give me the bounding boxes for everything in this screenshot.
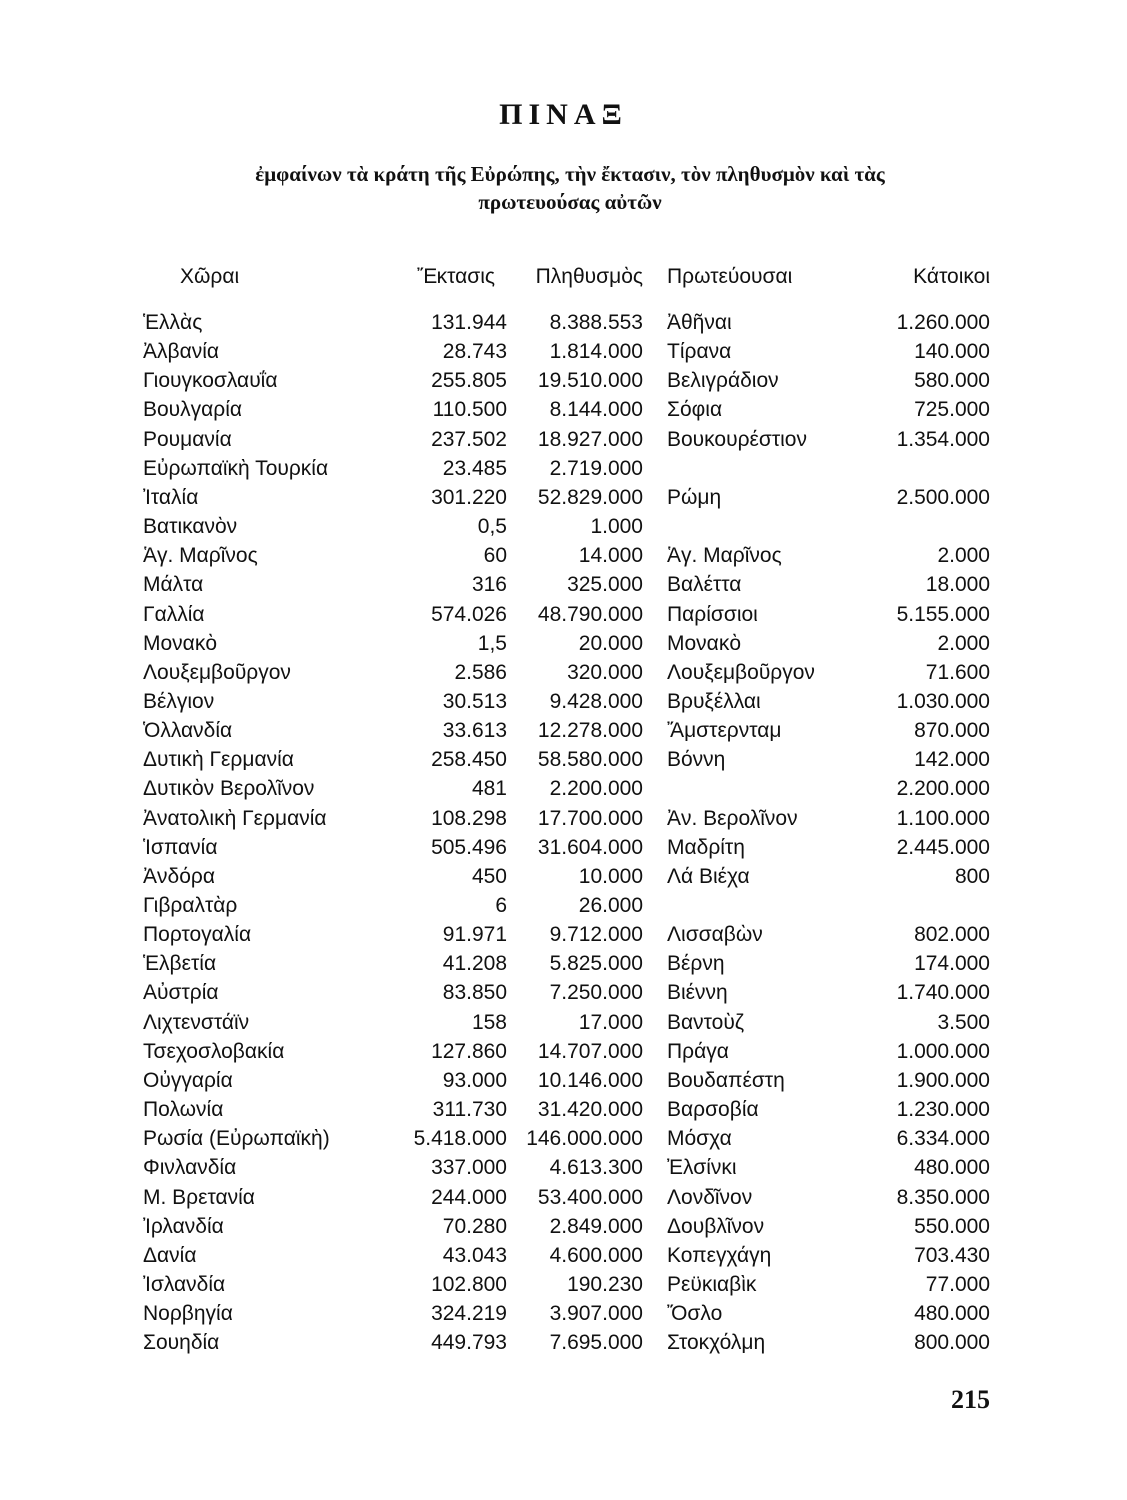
table-row <box>0 1271 1127 1299</box>
cell-inhabitants: 2.000 <box>937 544 990 568</box>
cell-capital: Ἀθῆναι <box>667 311 732 334</box>
header-area: Ἔκτασις <box>417 265 495 288</box>
cell-country: Ἀνατολικὴ Γερμανία <box>143 806 327 830</box>
cell-inhabitants: 1.100.000 <box>896 806 990 830</box>
cell-country: Δανία <box>143 1243 197 1267</box>
cell-country: Γιβραλτὰρ <box>143 894 238 917</box>
cell-population: 19.510.000 <box>537 369 643 393</box>
cell-inhabitants: 800 <box>954 864 990 888</box>
table-row <box>0 601 1127 629</box>
table-row <box>0 338 1127 366</box>
cell-country: Λιχτενστάϊν <box>143 1010 250 1034</box>
table-row <box>0 921 1127 949</box>
table-row <box>0 1329 1127 1357</box>
cell-population: 190.230 <box>567 1272 643 1296</box>
cell-area: 30.513 <box>442 689 507 713</box>
cell-inhabitants: 703.430 <box>914 1243 990 1267</box>
cell-area: 93.000 <box>442 1068 507 1092</box>
cell-area: 23.485 <box>442 456 507 480</box>
cell-population: 8.144.000 <box>549 398 643 422</box>
cell-capital: Λονδῖνον <box>667 1185 753 1209</box>
cell-population: 1.814.000 <box>549 340 643 364</box>
cell-area: 324.219 <box>431 1302 507 1326</box>
cell-population: 5.825.000 <box>549 952 643 976</box>
table-row <box>0 426 1127 454</box>
cell-area: 505.496 <box>431 835 507 859</box>
cell-capital: Ἄμστερνταμ <box>667 719 782 743</box>
cell-country: Γιουγκοσλαυΐα <box>143 369 278 393</box>
cell-population: 31.604.000 <box>537 835 643 859</box>
cell-population: 4.613.300 <box>549 1156 643 1180</box>
table-subtitle <box>150 160 990 216</box>
cell-country: Τσεχοσλοβακία <box>143 1039 285 1063</box>
cell-area: 83.850 <box>442 981 507 1005</box>
cell-country: Ἑλλὰς <box>143 311 203 334</box>
cell-area: 108.298 <box>431 806 507 830</box>
cell-population: 9.712.000 <box>549 923 643 947</box>
cell-area: 449.793 <box>431 1331 507 1355</box>
cell-capital: Παρίσσιοι <box>667 602 758 626</box>
cell-population: 52.829.000 <box>537 485 643 509</box>
cell-capital: Βιέννη <box>667 981 728 1005</box>
cell-area: 316 <box>471 573 507 597</box>
table-row <box>0 775 1127 803</box>
header-population: Πληθυσμὸς <box>535 265 643 288</box>
cell-country: Δυτικὸν Βερολῖνον <box>143 777 315 801</box>
table-row <box>0 571 1127 599</box>
cell-capital: Λά Βιέχα <box>667 864 750 888</box>
cell-population: 58.580.000 <box>537 748 643 772</box>
cell-capital: Ρεϋκιαβὶκ <box>667 1272 757 1296</box>
table-row <box>0 717 1127 745</box>
cell-country: Λουξεμβοῦργον <box>143 660 291 684</box>
cell-population: 7.250.000 <box>549 981 643 1005</box>
cell-area: 102.800 <box>431 1272 507 1296</box>
cell-country: Ἱσπανία <box>143 835 218 859</box>
cell-capital: Πράγα <box>667 1039 729 1063</box>
cell-country: Ἰταλία <box>143 485 199 509</box>
table-row <box>0 455 1127 483</box>
cell-country: Πολωνία <box>143 1098 224 1122</box>
subtitle-line-2: πρωτευούσας αὐτῶν <box>478 190 662 214</box>
cell-capital: Μονακὸ <box>667 631 741 655</box>
cell-population: 53.400.000 <box>537 1185 643 1209</box>
cell-inhabitants: 1.260.000 <box>896 311 990 334</box>
cell-population: 7.695.000 <box>549 1331 643 1355</box>
page-number: 215 <box>951 1385 990 1414</box>
cell-capital: Βελιγράδιον <box>667 369 779 393</box>
table-row <box>0 1038 1127 1066</box>
cell-country: Δυτικὴ Γερμανία <box>143 748 294 772</box>
cell-capital: Βαλέττα <box>667 573 742 597</box>
cell-inhabitants: 71.600 <box>925 660 990 684</box>
table-row <box>0 1184 1127 1212</box>
cell-population: 31.420.000 <box>537 1098 643 1122</box>
cell-country: Βέλγιον <box>143 689 215 713</box>
subtitle-line-1: ἐμφαίνων τὰ κράτη τῆς Εὐρώπης, τὴν ἔκτασιν, τὸν πληθυσμὸν καὶ τὰς <box>255 162 885 186</box>
cell-area: 237.502 <box>431 427 507 451</box>
header-countries: Χῶραι <box>180 265 240 288</box>
table-row <box>0 805 1127 833</box>
table-row <box>0 1125 1127 1153</box>
table-row <box>0 542 1127 570</box>
cell-capital: Στοκχόλμη <box>667 1331 766 1355</box>
cell-inhabitants: 1.000.000 <box>896 1039 990 1063</box>
cell-country: Ἑλβετία <box>143 952 217 976</box>
table-row <box>0 1213 1127 1241</box>
cell-inhabitants: 550.000 <box>914 1214 990 1238</box>
cell-area: 127.860 <box>431 1039 507 1063</box>
cell-capital: Βαντοὺζ <box>667 1010 745 1034</box>
cell-country: Βουλγαρία <box>143 398 243 422</box>
cell-population: 4.600.000 <box>549 1243 643 1267</box>
cell-capital: Δουβλῖνον <box>667 1214 765 1238</box>
cell-inhabitants: 6.334.000 <box>896 1127 990 1151</box>
cell-capital: Βουδαπέστη <box>667 1068 785 1092</box>
cell-country: Εὐρωπαϊκὴ Τουρκία <box>143 456 329 480</box>
cell-population: 18.927.000 <box>537 427 643 451</box>
cell-inhabitants: 580.000 <box>914 369 990 393</box>
cell-country: Οὐγγαρία <box>143 1068 233 1092</box>
table-row <box>0 834 1127 862</box>
cell-population: 48.790.000 <box>537 602 643 626</box>
cell-population: 12.278.000 <box>537 719 643 743</box>
cell-population: 26.000 <box>578 894 643 917</box>
cell-capital: Λουξεμβοῦργον <box>667 660 815 684</box>
cell-inhabitants: 725.000 <box>914 398 990 422</box>
table-row <box>0 630 1127 658</box>
cell-population: 1.000 <box>590 515 643 539</box>
cell-country: Ρουμανία <box>143 427 232 451</box>
cell-area: 255.805 <box>431 369 507 393</box>
table-row <box>0 367 1127 395</box>
cell-inhabitants: 2.200.000 <box>896 777 990 801</box>
cell-inhabitants: 2.500.000 <box>896 485 990 509</box>
cell-population: 17.000 <box>578 1010 643 1034</box>
cell-area: 91.971 <box>442 923 507 947</box>
cell-inhabitants: 142.000 <box>914 748 990 772</box>
table-row <box>0 979 1127 1007</box>
table-row <box>0 309 1127 337</box>
cell-population: 8.388.553 <box>549 311 643 334</box>
table-row <box>0 1009 1127 1037</box>
table-row <box>0 1067 1127 1095</box>
cell-area: 311.730 <box>432 1098 507 1122</box>
cell-area: 131.944 <box>431 311 507 334</box>
cell-country: Μ. Βρετανία <box>143 1185 255 1209</box>
cell-inhabitants: 140.000 <box>914 340 990 364</box>
cell-capital: Λισσαβὼν <box>667 923 763 947</box>
cell-population: 20.000 <box>578 631 643 655</box>
cell-capital: Τίρανα <box>667 340 732 364</box>
table-row <box>0 688 1127 716</box>
cell-population: 10.000 <box>578 864 643 888</box>
cell-population: 17.700.000 <box>537 806 643 830</box>
cell-inhabitants: 480.000 <box>914 1302 990 1326</box>
cell-area: 244.000 <box>431 1185 507 1209</box>
table-row <box>0 1242 1127 1270</box>
cell-capital: Μαδρίτη <box>667 835 745 859</box>
cell-capital: Ἀν. Βερολῖνον <box>667 806 798 830</box>
table-row <box>0 513 1127 541</box>
cell-inhabitants: 77.000 <box>925 1272 990 1296</box>
cell-inhabitants: 1.740.000 <box>896 981 990 1005</box>
cell-inhabitants: 3.500 <box>937 1010 990 1034</box>
cell-country: Γαλλία <box>143 602 205 626</box>
table-row <box>0 484 1127 512</box>
cell-country: Ρωσία (Εὐρωπαϊκὴ) <box>143 1127 330 1151</box>
cell-country: Ἀνδόρα <box>143 864 215 888</box>
table-row <box>0 863 1127 891</box>
cell-inhabitants: 1.230.000 <box>896 1098 990 1122</box>
cell-area: 574.026 <box>431 602 507 626</box>
cell-capital: Ρώμη <box>667 485 722 509</box>
cell-area: 337.000 <box>431 1156 507 1180</box>
cell-area: 41.208 <box>442 952 507 976</box>
cell-area: 60 <box>483 544 507 568</box>
cell-population: 14.000 <box>578 544 643 568</box>
table-row <box>0 659 1127 687</box>
cell-country: Ἰσλανδία <box>143 1272 226 1296</box>
cell-area: 481 <box>471 777 507 801</box>
cell-population: 2.719.000 <box>549 456 643 480</box>
cell-area: 43.043 <box>442 1243 507 1267</box>
cell-inhabitants: 174.000 <box>914 952 990 976</box>
cell-capital: Ἐλσίνκι <box>667 1156 737 1180</box>
table-row <box>0 396 1127 424</box>
cell-area: 2.586 <box>454 660 507 684</box>
cell-area: 158 <box>471 1010 507 1034</box>
cell-country: Σουηδία <box>143 1331 220 1355</box>
cell-inhabitants: 5.155.000 <box>896 602 990 626</box>
cell-capital: Ἁγ. Μαρῖνος <box>667 544 782 568</box>
page-title: ΠΙΝΑΞ <box>499 98 628 131</box>
cell-capital: Βόννη <box>667 748 726 772</box>
cell-inhabitants: 1.354.000 <box>896 427 990 451</box>
cell-country: Ἁγ. Μαρῖνος <box>143 544 258 568</box>
cell-inhabitants: 1.900.000 <box>896 1068 990 1092</box>
table-row <box>0 1300 1127 1328</box>
table-header <box>0 263 1127 291</box>
cell-inhabitants: 870.000 <box>914 719 990 743</box>
cell-inhabitants: 1.030.000 <box>896 689 990 713</box>
cell-country: Μονακὸ <box>143 631 217 655</box>
cell-population: 10.146.000 <box>537 1068 643 1092</box>
cell-capital: Βρυξέλλαι <box>667 689 761 713</box>
header-capitals: Πρωτεύουσαι <box>667 265 793 288</box>
cell-country: Αὐστρία <box>143 981 219 1005</box>
cell-area: 450 <box>471 864 507 888</box>
cell-area: 70.280 <box>442 1214 507 1238</box>
cell-capital: Βαρσοβία <box>667 1098 759 1122</box>
cell-area: 0,5 <box>477 515 507 539</box>
cell-population: 9.428.000 <box>549 689 643 713</box>
cell-area: 1,5 <box>477 631 507 655</box>
cell-inhabitants: 8.350.000 <box>896 1185 990 1209</box>
cell-population: 146.000.000 <box>526 1127 643 1151</box>
cell-capital: Βουκουρέστιον <box>667 427 807 451</box>
cell-country: Νορβηγία <box>143 1302 233 1326</box>
cell-inhabitants: 480.000 <box>914 1156 990 1180</box>
cell-capital: Ὄσλο <box>667 1302 723 1326</box>
cell-inhabitants: 800.000 <box>914 1331 990 1355</box>
cell-country: Μάλτα <box>143 573 204 597</box>
table-row <box>0 746 1127 774</box>
cell-country: Βατικανὸν <box>143 515 238 539</box>
cell-inhabitants: 2.000 <box>937 631 990 655</box>
cell-area: 258.450 <box>431 748 507 772</box>
cell-capital: Κοπεγχάγη <box>667 1243 772 1267</box>
cell-inhabitants: 18.000 <box>925 573 990 597</box>
table-row <box>0 1096 1127 1124</box>
cell-country: Φινλανδία <box>143 1156 237 1180</box>
table-row <box>0 1154 1127 1182</box>
header-inhabitants: Κάτοικοι <box>913 265 990 288</box>
cell-capital: Σόφια <box>667 398 723 422</box>
cell-area: 110.500 <box>432 398 507 422</box>
cell-population: 325.000 <box>567 573 643 597</box>
cell-inhabitants: 2.445.000 <box>896 835 990 859</box>
cell-population: 2.849.000 <box>549 1214 643 1238</box>
cell-population: 320.000 <box>567 660 643 684</box>
cell-area: 301.220 <box>431 485 507 509</box>
cell-inhabitants: 802.000 <box>914 923 990 947</box>
cell-country: Ἰρλανδία <box>143 1214 224 1238</box>
cell-country: Πορτογαλία <box>143 923 252 947</box>
cell-population: 2.200.000 <box>549 777 643 801</box>
cell-capital: Βέρνη <box>667 952 725 976</box>
table-row <box>0 892 1127 920</box>
cell-capital: Μόσχα <box>667 1127 732 1151</box>
cell-area: 33.613 <box>442 719 507 743</box>
cell-population: 3.907.000 <box>549 1302 643 1326</box>
cell-area: 6 <box>495 894 507 917</box>
cell-country: Ὁλλανδία <box>143 719 233 743</box>
table-row <box>0 950 1127 978</box>
cell-area: 28.743 <box>442 340 507 364</box>
cell-country: Ἀλβανία <box>143 340 220 364</box>
cell-area: 5.418.000 <box>413 1127 507 1151</box>
cell-population: 14.707.000 <box>537 1039 643 1063</box>
